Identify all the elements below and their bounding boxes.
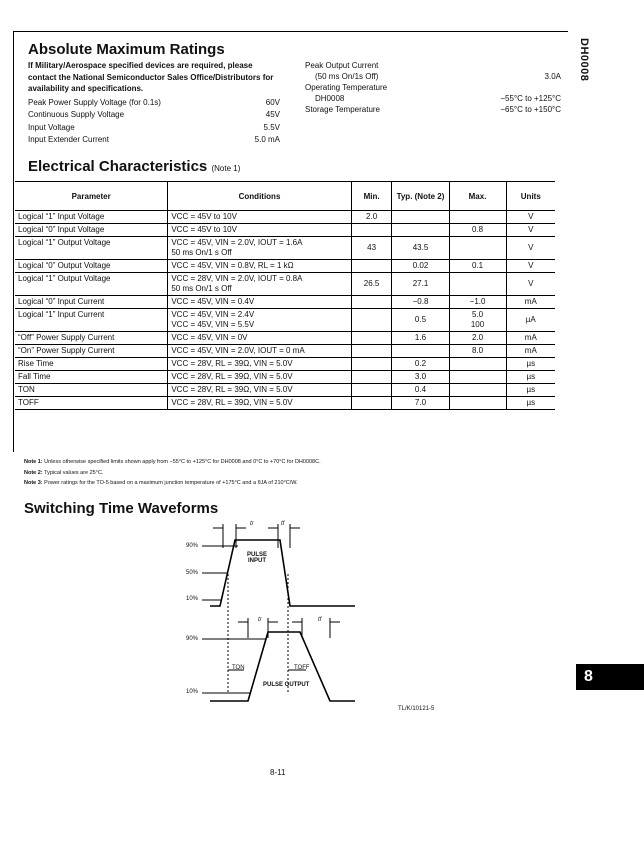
units-cell: mA [506, 296, 555, 309]
conditions-cell: VCC = 28V, RL = 39Ω, VIN = 5.0V [168, 371, 351, 384]
max-cell [449, 273, 506, 296]
amr-left-row [28, 122, 280, 135]
table-header-cell: Min. [351, 182, 392, 211]
max-cell [449, 397, 506, 410]
conditions-cell: VCC = 45V, VIN = 2.4V VCC = 45V, VIN = 5.5V [168, 309, 351, 332]
table-row [15, 211, 555, 224]
max-cell [449, 211, 506, 224]
typ-cell: 1.6 [392, 332, 449, 345]
units-cell: µs [506, 384, 555, 397]
typ-cell: 7.0 [392, 397, 449, 410]
min-cell: 43 [351, 237, 392, 260]
conditions-cell: VCC = 28V, RL = 39Ω, VIN = 5.0V [168, 384, 351, 397]
max-cell: −1.0 [449, 296, 506, 309]
max-cell: 2.0 [449, 332, 506, 345]
table-header-cell: Parameter [15, 182, 168, 211]
level-10-input: 10% [186, 596, 199, 602]
tf-label-input: tf [281, 521, 285, 527]
tr-label-input: tr [250, 521, 254, 527]
min-cell [351, 260, 392, 273]
table-row [15, 296, 555, 309]
typ-cell: 0.4 [392, 384, 449, 397]
note-line [24, 457, 321, 468]
amr-label: Continuous Supply Voltage [28, 110, 125, 119]
conditions-cell: VCC = 45V, VIN = 2.0V, IOUT = 1.6A 50 ms On/1 s Off [168, 237, 351, 260]
max-cell [449, 358, 506, 371]
min-cell [351, 332, 392, 345]
amr-right-column [305, 60, 561, 115]
min-cell: 26.5 [351, 273, 392, 296]
amr-value: 60V [265, 97, 280, 107]
min-cell [351, 397, 392, 410]
page-number: 8-11 [270, 768, 286, 777]
units-cell: µs [506, 397, 555, 410]
amr-title: Absolute Maximum Ratings [28, 41, 225, 58]
param-cell: “On” Power Supply Current [15, 345, 168, 358]
units-cell: µs [506, 371, 555, 384]
param-cell: TOFF [15, 397, 168, 410]
table-notes [24, 457, 321, 489]
note-label: Note 2: [24, 469, 43, 476]
max-cell [449, 384, 506, 397]
max-cell: 0.8 [449, 224, 506, 237]
table-header-cell: Conditions [168, 182, 351, 211]
conditions-cell: VCC = 28V, RL = 39Ω, VIN = 5.0V [168, 358, 351, 371]
note-line [24, 468, 321, 479]
units-cell: V [506, 260, 555, 273]
amr-value: −65°C to +150°C [500, 105, 561, 114]
side-part-label: DH0008 [578, 38, 590, 82]
table-row [15, 371, 555, 384]
amr-right-row [305, 93, 561, 104]
units-cell: mA [506, 345, 555, 358]
typ-cell [392, 345, 449, 358]
amr-label: Storage Temperature [305, 105, 381, 114]
level-50-input: 50% [186, 570, 199, 576]
typ-cell [392, 211, 449, 224]
note-line [24, 478, 321, 489]
note-text: Unless otherwise specified limits shown apply from −55°C to +125°C for DH0008 and 0°C to +70°C for DH0008C. [44, 459, 321, 465]
ton-label: TON [232, 665, 245, 671]
amr-left-column [28, 60, 280, 147]
min-cell: 2.0 [351, 211, 392, 224]
table-row [15, 273, 555, 296]
level-90-input: 90% [186, 543, 199, 549]
table-row [15, 358, 555, 371]
param-cell: Logical “1” Output Voltage [15, 237, 168, 260]
param-cell: Logical “0” Input Voltage [15, 224, 168, 237]
typ-cell [392, 224, 449, 237]
param-cell: Logical “1” Output Voltage [15, 273, 168, 296]
max-cell: 5.0 100 [449, 309, 506, 332]
ec-title: Electrical Characteristics (Note 1) [28, 158, 241, 175]
table-row [15, 345, 555, 358]
units-cell: V [506, 273, 555, 296]
military-notice: If Military/Aerospace specified devices are required, please contact the National Semiconductor Sales Office/Distributors for availability and specifications. [28, 61, 274, 93]
tf-label-output: tf [318, 617, 322, 623]
level-90-output: 90% [186, 636, 199, 642]
pulse-output-label: PULSE OUTPUT [263, 682, 310, 688]
max-cell: 8.0 [449, 345, 506, 358]
table-row [15, 309, 555, 332]
conditions-cell: VCC = 45V to 10V [168, 211, 351, 224]
conditions-cell: VCC = 45V, VIN = 2.0V, IOUT = 0 mA [168, 345, 351, 358]
input-pulse-trace [210, 540, 355, 606]
amr-right-row [305, 71, 561, 82]
note-text: Power ratings for the TO-5 based on a maximum junction temperature of +175°C and a θJA of 210°C/W. [44, 480, 298, 486]
param-cell: Logical “1” Input Voltage [15, 211, 168, 224]
param-cell: Logical “1” Input Current [15, 309, 168, 332]
min-cell [351, 309, 392, 332]
amr-right-row [305, 60, 561, 71]
amr-value: 5.0 mA [254, 135, 280, 144]
units-cell: V [506, 237, 555, 260]
typ-cell: 27.1 [392, 273, 449, 296]
max-cell [449, 371, 506, 384]
amr-label: Peak Output Current [305, 61, 379, 70]
ec-title-note: (Note 1) [211, 164, 241, 173]
table-row [15, 237, 555, 260]
note-text: Typical values are 25°C. [44, 469, 104, 476]
amr-label: Input Voltage [28, 122, 75, 132]
param-cell: Fall Time [15, 371, 168, 384]
min-cell [351, 371, 392, 384]
amr-value: −55°C to +125°C [500, 94, 561, 103]
conditions-cell: VCC = 45V, VIN = 0.8V, RL = 1 kΩ [168, 260, 351, 273]
table-header-cell: Typ. (Note 2) [392, 182, 449, 211]
param-cell: Logical “0” Output Voltage [15, 260, 168, 273]
param-cell: Rise Time [15, 358, 168, 371]
min-cell [351, 384, 392, 397]
electrical-characteristics-table [15, 181, 555, 410]
conditions-cell: VCC = 45V, VIN = 0.4V [168, 296, 351, 309]
amr-label: Operating Temperature [305, 83, 388, 92]
typ-cell: 43.5 [392, 237, 449, 260]
table-header-cell: Max. [449, 182, 506, 211]
table-row [15, 332, 555, 345]
units-cell: µs [506, 358, 555, 371]
param-cell: TON [15, 384, 168, 397]
amr-right-row [305, 82, 561, 93]
units-cell: V [506, 224, 555, 237]
figure-id: TL/K/10121-5 [398, 706, 435, 712]
min-cell [351, 345, 392, 358]
units-cell: V [506, 211, 555, 224]
table-row [15, 397, 555, 410]
level-10-output: 10% [186, 689, 199, 695]
table-row [15, 224, 555, 237]
typ-cell: 0.02 [392, 260, 449, 273]
amr-label: DH0008 [315, 94, 345, 103]
amr-value: 5.5V [263, 122, 280, 132]
waveforms-title: Switching Time Waveforms [24, 500, 219, 517]
min-cell [351, 296, 392, 309]
typ-cell: 0.2 [392, 358, 449, 371]
table-row [15, 384, 555, 397]
param-cell: Logical “0” Input Current [15, 296, 168, 309]
param-cell: “Off” Power Supply Current [15, 332, 168, 345]
typ-cell: 0.5 [392, 309, 449, 332]
min-cell [351, 358, 392, 371]
conditions-cell: VCC = 28V, RL = 39Ω, VIN = 5.0V [168, 397, 351, 410]
section-tab: 8 [576, 664, 644, 690]
note-label: Note 3: [24, 480, 43, 486]
toff-label: TOFF [294, 665, 310, 671]
amr-label: Input Extender Current [28, 135, 109, 144]
amr-label: (50 ms On/1s Off) [315, 72, 379, 81]
table-header-cell: Units [506, 182, 555, 211]
typ-cell: 3.0 [392, 371, 449, 384]
min-cell [351, 224, 392, 237]
amr-right-row [305, 104, 561, 115]
amr-left-row [28, 134, 280, 147]
conditions-cell: VCC = 45V to 10V [168, 224, 351, 237]
units-cell: mA [506, 332, 555, 345]
amr-left-row [28, 97, 280, 110]
pulse-input-label: PULSE INPUT [246, 552, 267, 564]
conditions-cell: VCC = 28V, VIN = 2.0V, IOUT = 0.8A 50 ms On/1 s Off [168, 273, 351, 296]
amr-value: 45V [265, 110, 280, 119]
max-cell [449, 237, 506, 260]
conditions-cell: VCC = 45V, VIN = 0V [168, 332, 351, 345]
amr-label: Peak Power Supply Voltage (for 0.1s) [28, 97, 161, 107]
table-row [15, 260, 555, 273]
amr-value: 3.0A [544, 72, 561, 81]
typ-cell: −0.8 [392, 296, 449, 309]
amr-left-row [28, 109, 280, 122]
tr-label-output: tr [258, 617, 262, 623]
max-cell: 0.1 [449, 260, 506, 273]
note-label: Note 1: [24, 459, 43, 465]
units-cell: µA [506, 309, 555, 332]
